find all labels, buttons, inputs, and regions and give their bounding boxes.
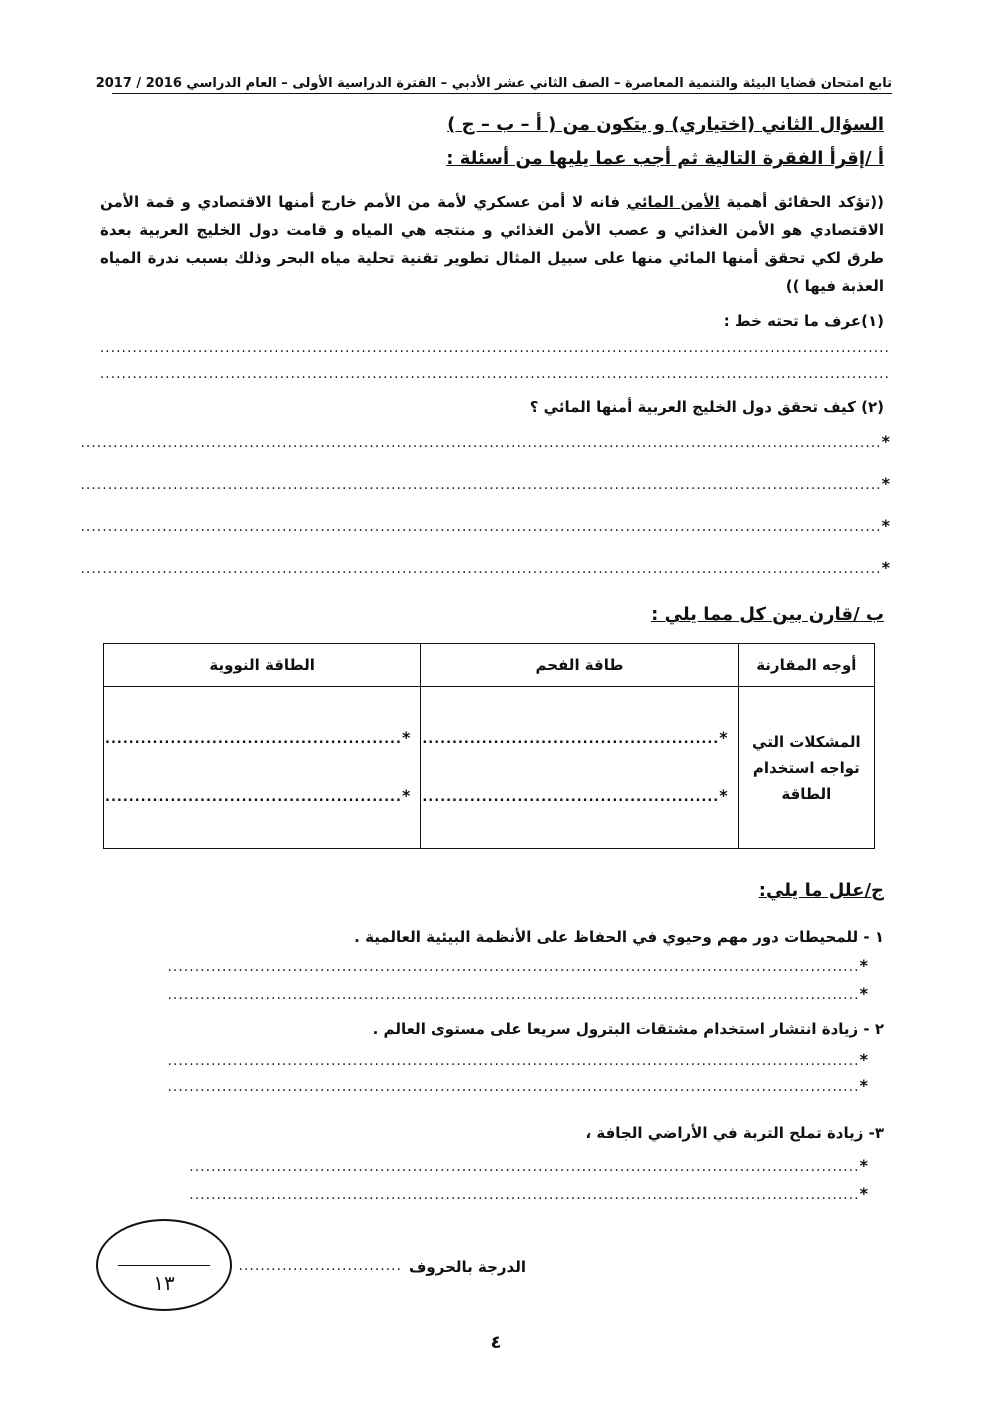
bullet-answer-line[interactable]: *................................................................................................................................................... xyxy=(80,558,890,577)
coal-answer-cell[interactable] xyxy=(421,687,738,849)
grade-total: ١٣ xyxy=(153,1271,175,1295)
coal-answer-line[interactable]: *.................................................. xyxy=(422,785,729,805)
underlined-term: الأمن المائي xyxy=(626,193,720,211)
col-header-nuclear: الطاقة النووية xyxy=(104,644,421,687)
grade-divider xyxy=(118,1265,210,1266)
bullet-answer-line[interactable]: *............................................................................................................................... xyxy=(167,956,868,975)
bullet-answer-line[interactable]: *............................................................................................................................... xyxy=(167,1076,868,1095)
row-label: المشكلات التي تواجه استخدام الطاقة xyxy=(738,687,874,849)
question-title: السؤال الثاني (اختياري) و يتكون من ( أ – ب – ج ) xyxy=(447,114,884,135)
grade-label: الدرجة بالحروف xyxy=(409,1258,526,1276)
answer-line[interactable]: ................................................................................................................................................. xyxy=(100,340,890,356)
page-number: ٤ xyxy=(490,1332,502,1353)
bullet-star: * xyxy=(881,516,890,535)
sub-question-1: (١)عرف ما تحته خط : xyxy=(723,312,884,330)
bullet-answer-line[interactable]: *........................................................................................................................... xyxy=(189,1156,868,1175)
bullet-star: * xyxy=(881,432,890,451)
col-header-aspects: أوجه المقارنة xyxy=(738,644,874,687)
bullet-answer-line[interactable]: *........................................................................................................................... xyxy=(189,1184,868,1203)
part-b-title: ب /قارن بين كل مما يلي : xyxy=(651,604,884,625)
para-rest: فانه لا أمن عسكري لأمة من الأمم خارج أمنها الاقتصادي و قمة الأمن الاقتصادي هو الأمن الغذائي و عصب الأمن الغذائي و منتجه هي المياه و قامت دول الخليج العربية بعدة طرق لكي تحقق أمنها المائي منها على سبيل المثال تطوير تقنية تحلية مياه البحر وذلك بسبب ندرة المياه العذبة فيها )) xyxy=(100,193,884,295)
reason-item-2: ٢ - زيادة انتشار استخدام مشتقات البترول سريعا على مستوى العالم . xyxy=(372,1020,884,1038)
grade-answer-line[interactable]: .............................. xyxy=(238,1258,402,1274)
part-a-title: أ /إقرأ الفقرة التالية ثم أجب عما يليها من أسئلة : xyxy=(446,148,884,169)
bullet-answer-line[interactable]: *............................................................................................................................... xyxy=(167,984,868,1003)
comparison-table xyxy=(103,643,875,849)
nuclear-answer-line[interactable]: *.................................................. xyxy=(105,727,412,747)
bullet-answer-line[interactable]: *................................................................................................................................................... xyxy=(80,516,890,535)
nuclear-answer-line[interactable]: *.................................................. xyxy=(105,785,412,805)
bullet-star: * xyxy=(881,474,890,493)
para-start: ((تؤكد الحقائق أهمية xyxy=(726,193,884,211)
reason-item-1: ١ - للمحيطات دور مهم وحيوي في الحفاظ على الأنظمة البيئية العالمية . xyxy=(354,928,884,946)
bullet-answer-line[interactable]: *................................................................................................................................................... xyxy=(80,432,890,451)
reading-paragraph xyxy=(100,188,884,300)
bullet-answer-line[interactable]: *................................................................................................................................................... xyxy=(80,474,890,493)
sub-question-2: (٢) كيف تحقق دول الخليج العربية أمنها المائي ؟ xyxy=(529,398,884,416)
exam-header: تابع امتحان قضايا البيئة والتنمية المعاصرة – الصف الثاني عشر الأدبي – الفترة الدراسية الأولى – العام الدراسي 2016 / 2017 xyxy=(112,76,892,94)
col-header-coal: طاقة الفحم xyxy=(421,644,738,687)
answer-line[interactable]: ................................................................................................................................................. xyxy=(100,366,890,382)
bullet-answer-line[interactable]: *............................................................................................................................... xyxy=(167,1050,868,1069)
reason-item-3: ٣- زيادة تملح التربة في الأراضي الجافة ، xyxy=(585,1124,884,1142)
bullet-star: * xyxy=(881,558,890,577)
nuclear-answer-cell[interactable] xyxy=(104,687,421,849)
coal-answer-line[interactable]: *.................................................. xyxy=(422,727,729,747)
grade-oval xyxy=(96,1219,232,1311)
part-c-title: ج/علل ما يلي: xyxy=(758,880,884,901)
